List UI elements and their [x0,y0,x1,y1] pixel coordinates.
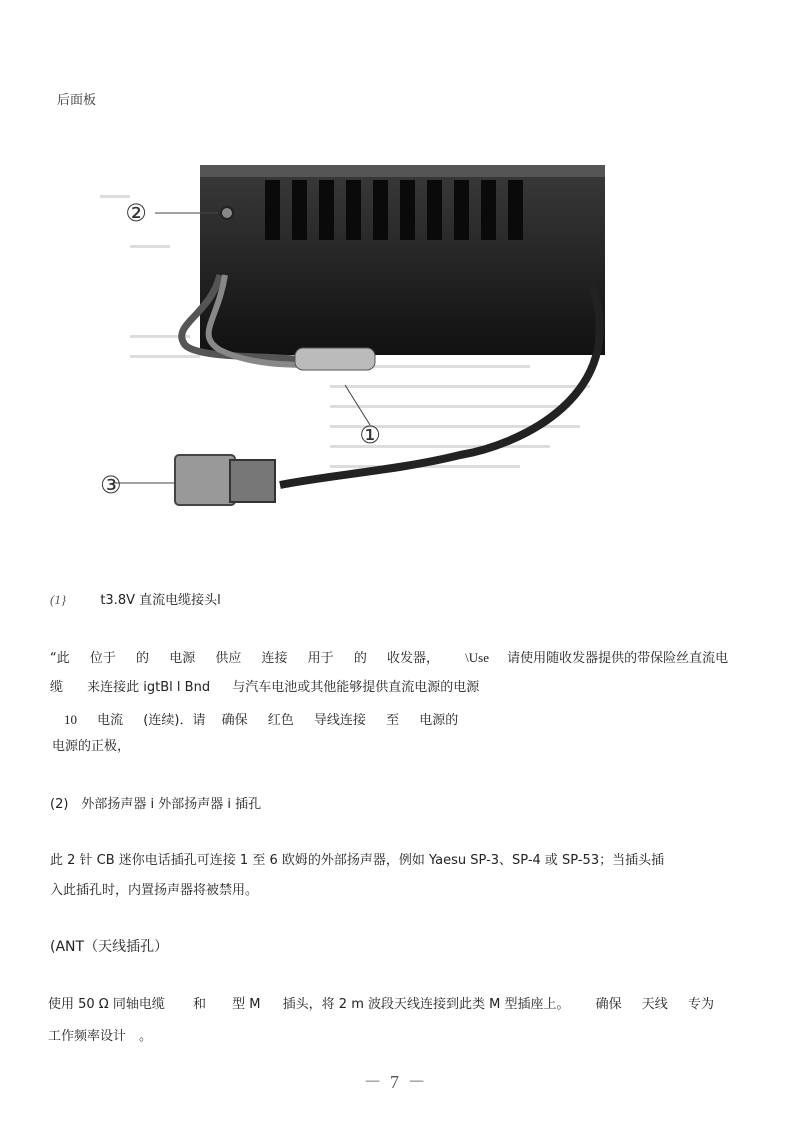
text-fragment: 的 [136,651,150,666]
text-fragment: 用于 [307,651,334,666]
text-fragment: 与汽车电池或其他能够提供直流电源的电源 [232,680,480,695]
text-fragment: 10 [64,712,77,727]
text-fragment: 的 [353,651,367,666]
text-fragment: (连续)．请 [143,713,206,728]
text-fragment: 天线 [641,997,668,1012]
callout-1: ① [359,421,381,449]
page-heading: 后面板 [57,93,97,108]
text-fragment: 使用 50 Ω 同轴电缆 [48,997,165,1012]
text-fragment: “此 [50,651,70,666]
section1-title: t3.8V 直流电缆接头l [100,593,221,608]
text-fragment: 缆 [50,680,64,695]
section2-line1: 此 2 针 CB 迷你电话插孔可连接 1 至 6 欧姆的外部扬声器，例如 Yaesu SP-3、SP-4 或 SP-53；当插头插 [50,853,665,868]
section1-line2 [50,678,479,698]
section2-heading: (2) 外部扬声器 i 外部扬声器 i 插孔 [50,797,262,812]
section1-heading [50,590,221,611]
section1-number: (1} [50,592,67,607]
section1-line1 [50,648,728,669]
text-fragment: 插头，将 2 m 波段天线连接到此类 M 型插座上。 [282,997,570,1012]
text-fragment: 收发器， [386,651,439,666]
section1-line3 [64,710,458,731]
section2-line2: 入此插孔时，内置扬声器将被禁用。 [50,883,259,898]
text-fragment: 供应 [215,651,242,666]
text-fragment: 至 [386,713,400,728]
text-fragment: 位于 [89,651,116,666]
page-number: － 7 － [363,1072,428,1092]
section3-line1 [48,995,714,1015]
text-fragment: 请使用随收发器提供的带保险丝直流电 [507,651,729,666]
text-fragment: 型 M [232,997,261,1012]
text-fragment: 导线连接 [313,713,366,728]
section3-heading: (ANT（天线插孔） [50,939,169,955]
text-fragment: 红色 [267,713,294,728]
text-fragment: 专为 [687,997,714,1012]
callout-2: ② [125,199,147,227]
text-fragment: 确保 [595,997,622,1012]
text-fragment: 确保 [221,713,248,728]
text-fragment: 电源的 [419,713,459,728]
section1-line4: 电源的正极， [52,739,131,754]
text-fragment: 和 [193,997,207,1012]
text-fragment: 来连接此 igtBl l Bnd [87,680,211,695]
text-fragment: 电流 [97,713,124,728]
text-fragment: 连接 [261,651,288,666]
section3-line2: 工作频率设计 。 [48,1029,153,1044]
text-fragment: 电源 [169,651,196,666]
callout-3: ③ [100,471,122,499]
text-fragment: \Use [465,650,489,665]
rear-panel-photo [100,155,620,520]
